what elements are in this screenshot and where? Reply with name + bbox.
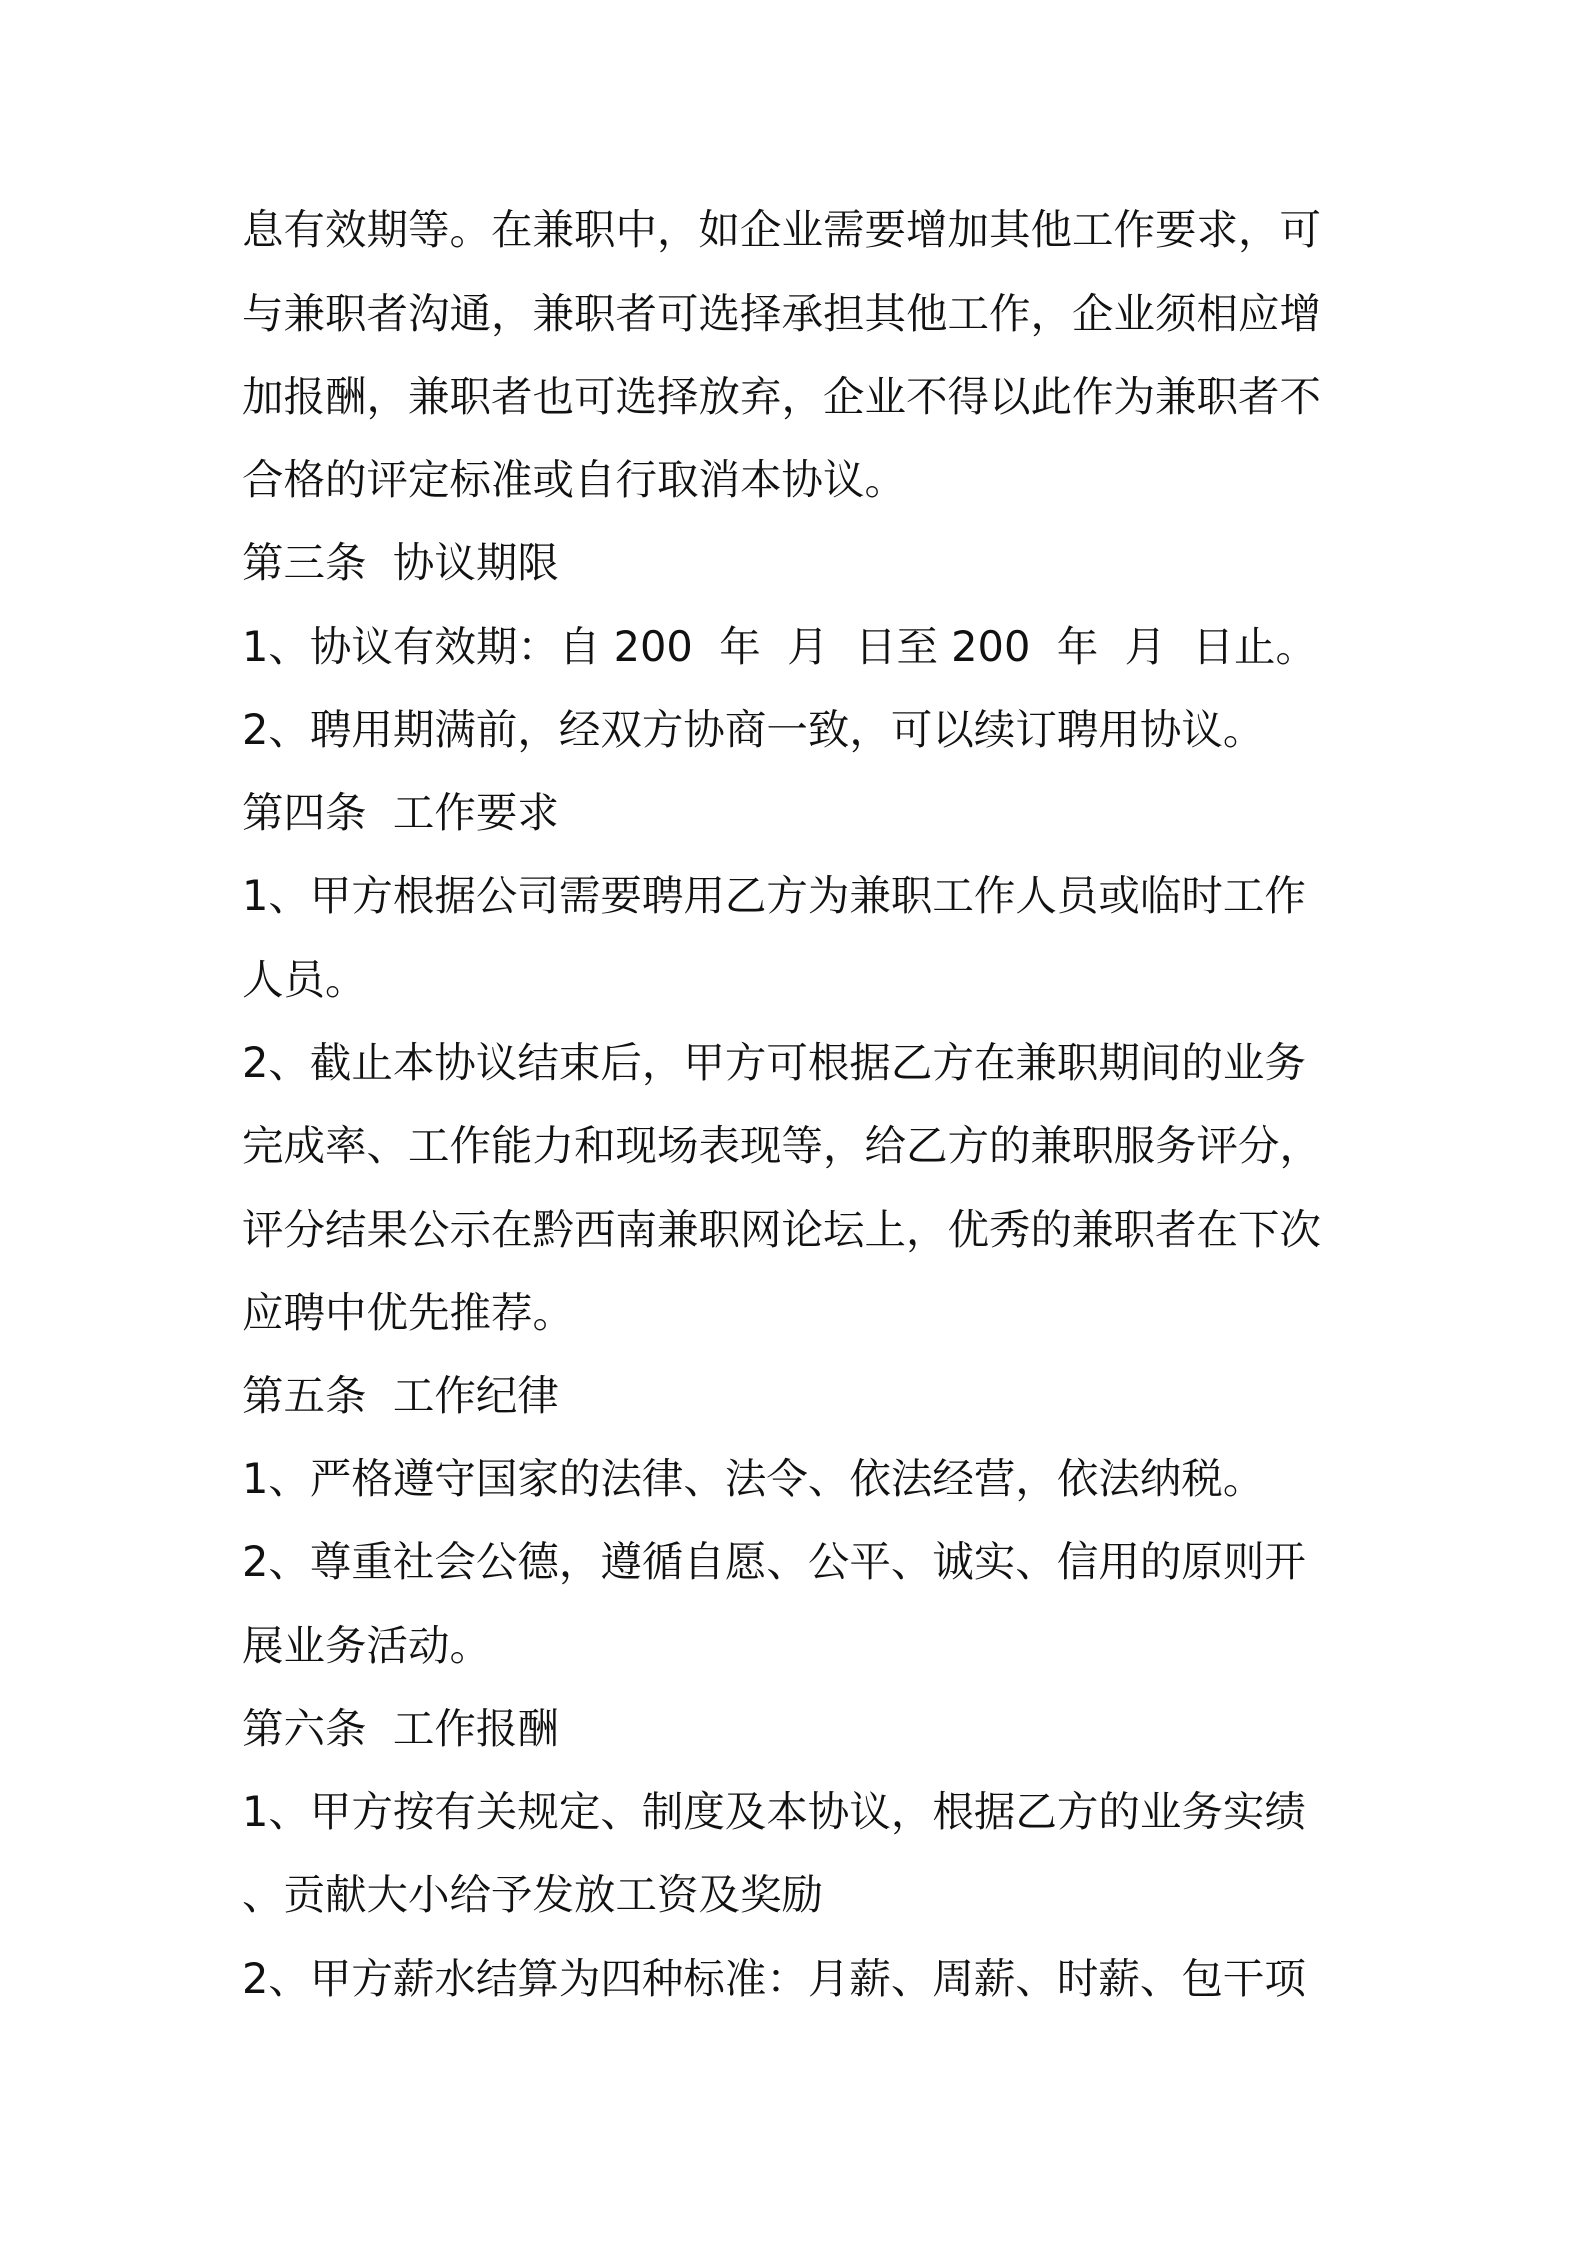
text-line: 与兼职者沟通，兼职者可选择承担其他工作，企业须相应增: [242, 289, 1322, 338]
text-line: 应聘中优先推荐。: [242, 1288, 575, 1337]
text-line: 2、甲方薪水结算为四种标准：月薪、周薪、时薪、包干项: [242, 1954, 1306, 2003]
text-line: 完成率、工作能力和现场表现等，给乙方的兼职服务评分，: [242, 1121, 1322, 1170]
section-heading: 第三条 协议期限: [242, 538, 559, 587]
text-line: 1、甲方根据公司需要聘用乙方为兼职工作人员或临时工作: [242, 871, 1306, 920]
text-line: 人员。: [242, 955, 367, 1004]
text-line: 1、协议有效期：自 200 年 月 日至 200 年 月 日止。: [242, 622, 1318, 671]
text-line: 合格的评定标准或自行取消本协议。: [242, 455, 907, 504]
text-line: 息有效期等。在兼职中，如企业需要增加其他工作要求，可: [242, 205, 1322, 254]
text-line: 2、截止本协议结束后，甲方可根据乙方在兼职期间的业务: [242, 1038, 1306, 1087]
text-line: 2、尊重社会公德，遵循自愿、公平、诚实、信用的原则开: [242, 1537, 1306, 1586]
section-heading: 第六条 工作报酬: [242, 1704, 559, 1753]
text-line: 评分结果公示在黔西南兼职网论坛上，优秀的兼职者在下次: [242, 1205, 1322, 1254]
section-heading: 第五条 工作纪律: [242, 1371, 559, 1420]
text-line: 1、严格遵守国家的法律、法令、依法经营，依法纳税。: [242, 1454, 1265, 1503]
section-heading: 第四条 工作要求: [242, 788, 559, 837]
text-line: 1、甲方按有关规定、制度及本协议，根据乙方的业务实绩: [242, 1787, 1306, 1836]
text-line: 2、聘用期满前，经双方协商一致，可以续订聘用协议。: [242, 705, 1265, 754]
text-line: 、贡献大小给予发放工资及奖励: [242, 1870, 824, 1919]
text-line: 加报酬，兼职者也可选择放弃，企业不得以此作为兼职者不: [242, 372, 1322, 421]
text-line: 展业务活动。: [242, 1621, 492, 1670]
